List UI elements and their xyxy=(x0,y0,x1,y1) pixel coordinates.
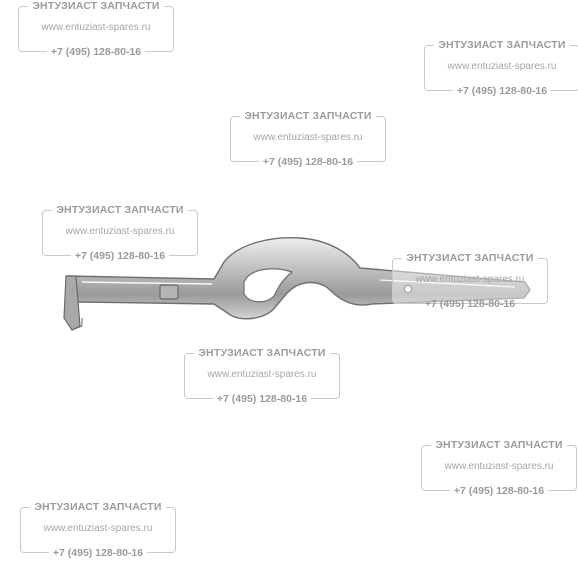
watermark-url: www.entuziast-spares.ru xyxy=(43,523,153,534)
watermark-url: www.entuziast-spares.ru xyxy=(41,22,151,33)
watermark-stamp xyxy=(421,439,577,497)
watermark-stamp xyxy=(392,252,548,310)
watermark-title: ЭНТУЗИАСТ ЗАПЧАСТИ xyxy=(434,39,569,51)
watermark-title: ЭНТУЗИАСТ ЗАПЧАСТИ xyxy=(28,0,163,12)
watermark-title: ЭНТУЗИАСТ ЗАПЧАСТИ xyxy=(240,110,375,122)
watermark-phone: +7 (495) 128-80-16 xyxy=(259,156,357,168)
watermark-url: www.entuziast-spares.ru xyxy=(447,61,557,72)
watermark-phone: +7 (495) 128-80-16 xyxy=(424,298,516,310)
watermark-stamp xyxy=(184,347,340,405)
watermark-stamp xyxy=(424,39,578,97)
watermark-title: ЭНТУЗИАСТ ЗАПЧАСТИ xyxy=(194,347,329,359)
watermark-url: www.entuziast-spares.ru xyxy=(207,369,317,380)
watermark-url: www.entuziast-spares.ru xyxy=(444,461,554,472)
watermark-phone: +7 (495) 128-80-16 xyxy=(213,393,311,405)
watermark-stamp xyxy=(20,501,176,559)
watermark-url: www.entuziast-spares.ru xyxy=(65,226,175,237)
watermark-phone: +7 (495) 128-80-16 xyxy=(49,547,147,559)
watermark-phone: +7 (495) 128-80-16 xyxy=(71,250,169,262)
watermark-phone: +7 (495) 128-80-16 xyxy=(47,46,145,58)
watermark-phone: +7 (495) 128-80-16 xyxy=(450,485,548,497)
watermark-stamp xyxy=(42,204,198,262)
watermark-title: ЭНТУЗИАСТ ЗАПЧАСТИ xyxy=(402,252,537,264)
watermark-url: www.entuziast-spares.ru xyxy=(415,274,525,285)
watermark-stamp xyxy=(18,0,174,58)
watermark-url: www.entuziast-spares.ru xyxy=(253,132,363,143)
watermark-title: ЭНТУЗИАСТ ЗАПЧАСТИ xyxy=(431,439,566,451)
watermark-stamp xyxy=(230,110,386,168)
watermark-phone: +7 (495) 128-80-16 xyxy=(453,85,551,97)
watermark-title: ЭНТУЗИАСТ ЗАПЧАСТИ xyxy=(30,501,165,513)
watermark-title: ЭНТУЗИАСТ ЗАПЧАСТИ xyxy=(52,204,187,216)
